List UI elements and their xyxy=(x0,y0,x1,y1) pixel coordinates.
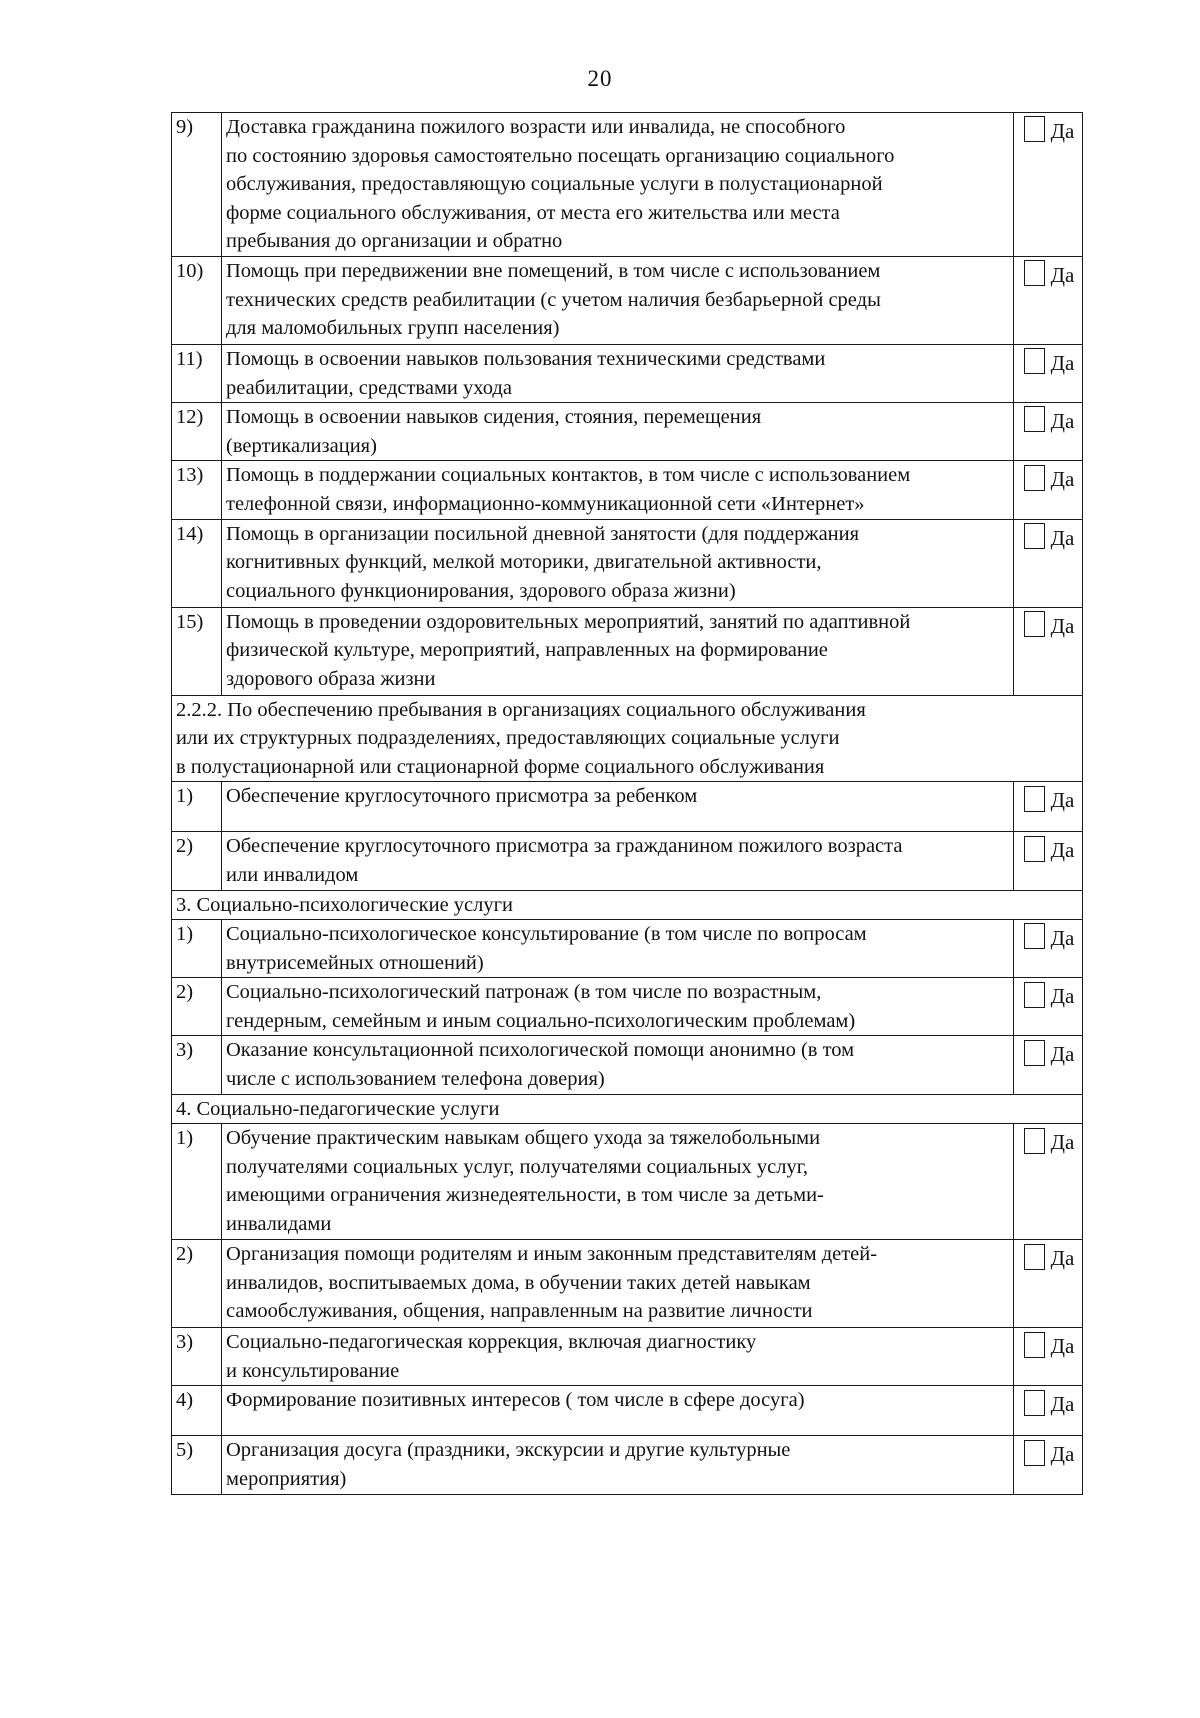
section-heading-line: 3. Социально-психологические услуги xyxy=(176,893,513,916)
service-description-line: Помощь в поддержании социальных контактов, в том числе с использованием xyxy=(226,464,911,487)
section-heading-line: 4. Социально-педагогические услуги xyxy=(176,1097,500,1120)
service-description xyxy=(222,1386,1014,1436)
service-number: 2) xyxy=(172,832,222,890)
yes-checkbox[interactable] xyxy=(1024,611,1045,637)
service-description-line: гендерным, семейным и иным социально-психологическим проблемам) xyxy=(226,1009,856,1032)
yes-checkbox-cell[interactable] xyxy=(1014,1036,1083,1094)
service-description-line: внутрисемейных отношений) xyxy=(226,951,484,974)
service-description-line: получателями социальных услуг, получателями социальных услуг, xyxy=(226,1155,808,1178)
service-row xyxy=(172,1124,1083,1240)
yes-checkbox-cell[interactable] xyxy=(1014,832,1083,890)
service-number: 1) xyxy=(172,782,222,832)
yes-checkbox[interactable] xyxy=(1024,982,1045,1008)
yes-checkbox-cell[interactable] xyxy=(1014,1436,1083,1494)
yes-checkbox-label: Да xyxy=(1050,119,1075,143)
service-description-line: телефонной связи, информационно-коммуникационной сети «Интернет» xyxy=(226,492,865,515)
services-table xyxy=(171,112,1083,1495)
service-row xyxy=(172,256,1083,344)
service-number: 14) xyxy=(172,519,222,607)
service-description xyxy=(222,519,1014,607)
yes-checkbox[interactable] xyxy=(1024,1440,1045,1466)
service-description-line: Формирование позитивных интересов ( том числе в сфере досуга) xyxy=(226,1389,805,1412)
section-heading-line: 2.2.2. По обеспечению пребывания в организациях социального обслуживания xyxy=(176,698,866,721)
service-description-line: инвалидов, воспитываемых дома, в обучении таких детей навыкам xyxy=(226,1271,811,1294)
yes-checkbox[interactable] xyxy=(1024,406,1045,432)
service-description xyxy=(222,403,1014,461)
service-description xyxy=(222,1240,1014,1328)
section-heading xyxy=(172,1094,1083,1124)
service-description-line: имеющими ограничения жизнедеятельности, в том числе за детьми- xyxy=(226,1184,824,1207)
service-description xyxy=(222,920,1014,978)
service-number: 10) xyxy=(172,256,222,344)
service-number: 3) xyxy=(172,1036,222,1094)
service-description-line: числе с использованием телефона доверия) xyxy=(226,1068,605,1091)
service-description-line: мероприятия) xyxy=(226,1468,347,1491)
yes-checkbox-cell[interactable] xyxy=(1014,978,1083,1036)
service-description xyxy=(222,256,1014,344)
service-description xyxy=(222,113,1014,257)
service-number: 2) xyxy=(172,978,222,1036)
section-heading xyxy=(172,695,1083,782)
yes-checkbox[interactable] xyxy=(1024,116,1045,142)
service-description-line: инвалидами xyxy=(226,1213,332,1236)
yes-checkbox-label: Да xyxy=(1050,1442,1075,1467)
service-row xyxy=(172,832,1083,890)
yes-checkbox[interactable] xyxy=(1024,1390,1045,1416)
service-description xyxy=(222,344,1014,402)
service-description-line: Социально-психологическое консультирование (в том числе по вопросам xyxy=(226,923,867,946)
service-description-line: для маломобильных групп населения) xyxy=(226,317,560,340)
yes-checkbox[interactable] xyxy=(1024,465,1045,491)
service-description-line: Организация досуга (праздники, экскурсии и другие культурные xyxy=(226,1439,791,1462)
service-description-line: Обучение практическим навыкам общего ухода за тяжелобольными xyxy=(226,1127,821,1150)
yes-checkbox[interactable] xyxy=(1024,923,1045,949)
service-number: 1) xyxy=(172,920,222,978)
service-description-line: социального функционирования, здорового образа жизни) xyxy=(226,579,736,602)
service-description-line: Помощь в проведении оздоровительных мероприятий, занятий по адаптивной xyxy=(226,610,911,633)
yes-checkbox-cell[interactable] xyxy=(1014,519,1083,607)
service-row xyxy=(172,1386,1083,1436)
service-description-line: физической культуре, мероприятий, направленных на формирование xyxy=(226,639,828,662)
service-description-line: реабилитации, средствами ухода xyxy=(226,376,512,399)
yes-checkbox-cell[interactable] xyxy=(1014,1124,1083,1240)
service-row xyxy=(172,1036,1083,1094)
section-heading-line: или их структурных подразделениях, предоставляющих социальные услуги xyxy=(176,727,840,750)
yes-checkbox[interactable] xyxy=(1024,523,1045,549)
yes-checkbox-label: Да xyxy=(1050,1042,1075,1067)
service-number: 4) xyxy=(172,1386,222,1436)
service-description-line: здорового образа жизни xyxy=(226,667,436,690)
yes-checkbox-label: Да xyxy=(1050,838,1075,863)
yes-checkbox-cell[interactable] xyxy=(1014,782,1083,832)
yes-checkbox[interactable] xyxy=(1024,348,1045,374)
yes-checkbox-cell[interactable] xyxy=(1014,607,1083,695)
service-description xyxy=(222,607,1014,695)
service-row xyxy=(172,113,1083,257)
yes-checkbox-cell[interactable] xyxy=(1014,461,1083,519)
yes-checkbox-label: Да xyxy=(1050,926,1075,951)
service-description-line: Помощь при передвижении вне помещений, в том числе с использованием xyxy=(226,259,881,282)
service-description xyxy=(222,978,1014,1036)
service-description-line: по состоянию здоровья самостоятельно посещать организацию социального xyxy=(226,144,895,167)
page-number: 20 xyxy=(587,66,613,91)
service-description-line: Обеспечение круглосуточного присмотра за гражданином пожилого возраста xyxy=(226,835,903,858)
yes-checkbox[interactable] xyxy=(1024,1128,1045,1154)
service-number: 3) xyxy=(172,1328,222,1386)
yes-checkbox-label: Да xyxy=(1050,984,1075,1009)
yes-checkbox-cell[interactable] xyxy=(1014,1386,1083,1436)
service-description-line: Помощь в освоении навыков сидения, стояния, перемещения xyxy=(226,406,762,429)
service-description xyxy=(222,461,1014,519)
service-description-line: и консультирование xyxy=(226,1359,400,1382)
section-row xyxy=(172,890,1083,920)
service-number: 9) xyxy=(172,113,222,257)
yes-checkbox-cell[interactable] xyxy=(1014,113,1083,257)
service-description-line: Помощь в освоении навыков пользования техническими средствами xyxy=(226,347,826,370)
service-row xyxy=(172,1328,1083,1386)
services-table-body xyxy=(172,113,1083,1495)
yes-checkbox-cell[interactable] xyxy=(1014,256,1083,344)
service-description-line: Помощь в организации посильной дневной занятости (для поддержания xyxy=(226,522,860,545)
service-row xyxy=(172,1240,1083,1328)
yes-checkbox-label: Да xyxy=(1050,1130,1075,1155)
service-description xyxy=(222,1436,1014,1494)
service-row xyxy=(172,1436,1083,1494)
section-row xyxy=(172,695,1083,782)
yes-checkbox-label: Да xyxy=(1050,262,1075,287)
service-number: 11) xyxy=(172,344,222,402)
service-number: 5) xyxy=(172,1436,222,1494)
yes-checkbox-label: Да xyxy=(1050,1392,1075,1417)
service-row xyxy=(172,519,1083,607)
service-description-line: Обеспечение круглосуточного присмотра за ребенком xyxy=(226,785,698,808)
section-heading-line: в полустационарной или стационарной форме социального обслуживания xyxy=(176,755,825,778)
yes-checkbox-label: Да xyxy=(1050,1334,1075,1359)
yes-checkbox-label: Да xyxy=(1050,1246,1075,1271)
yes-checkbox-label: Да xyxy=(1050,350,1075,375)
yes-checkbox-label: Да xyxy=(1050,525,1075,550)
yes-checkbox[interactable] xyxy=(1024,786,1045,812)
service-description-line: самообслуживания, общения, направленным на развитие личности xyxy=(226,1300,813,1323)
service-number: 1) xyxy=(172,1124,222,1240)
service-row xyxy=(172,461,1083,519)
section-heading xyxy=(172,890,1083,920)
service-row xyxy=(172,607,1083,695)
yes-checkbox-cell[interactable] xyxy=(1014,920,1083,978)
service-row xyxy=(172,782,1083,832)
yes-checkbox-cell[interactable] xyxy=(1014,1240,1083,1328)
yes-checkbox-label: Да xyxy=(1050,467,1075,492)
service-number: 13) xyxy=(172,461,222,519)
service-description xyxy=(222,1124,1014,1240)
service-description-line: обслуживания, предоставляющую социальные услуги в полустационарной xyxy=(226,173,883,196)
service-description-line: пребывания до организации и обратно xyxy=(226,230,563,253)
yes-checkbox-cell[interactable] xyxy=(1014,403,1083,461)
service-description-line: (вертикализация) xyxy=(226,434,377,457)
service-row xyxy=(172,403,1083,461)
yes-checkbox-cell[interactable] xyxy=(1014,1328,1083,1386)
service-description xyxy=(222,782,1014,832)
service-description-line: или инвалидом xyxy=(226,863,359,886)
service-description-line: технических средств реабилитации (с учетом наличия безбарьерной среды xyxy=(226,288,881,311)
service-number: 15) xyxy=(172,607,222,695)
yes-checkbox-label: Да xyxy=(1050,409,1075,434)
yes-checkbox-cell[interactable] xyxy=(1014,344,1083,402)
yes-checkbox-label: Да xyxy=(1050,613,1075,638)
service-number: 12) xyxy=(172,403,222,461)
yes-checkbox[interactable] xyxy=(1024,1244,1045,1270)
service-description-line: Доставка гражданина пожилого возрасти или инвалида, не способного xyxy=(226,116,846,138)
yes-checkbox[interactable] xyxy=(1024,836,1045,862)
service-description xyxy=(222,832,1014,890)
service-description-line: форме социального обслуживания, от места его жительства или места xyxy=(226,201,840,224)
service-description-line: когнитивных функций, мелкой моторики, двигательной активности, xyxy=(226,551,822,574)
yes-checkbox[interactable] xyxy=(1024,260,1045,286)
yes-checkbox[interactable] xyxy=(1024,1040,1045,1066)
yes-checkbox[interactable] xyxy=(1024,1332,1045,1358)
service-description-line: Социально-педагогическая коррекция, включая диагностику xyxy=(226,1331,757,1354)
service-row xyxy=(172,344,1083,402)
section-row xyxy=(172,1094,1083,1124)
service-description-line: Социально-психологический патронаж (в том числе по возрастным, xyxy=(226,981,822,1004)
service-description xyxy=(222,1328,1014,1386)
service-description xyxy=(222,1036,1014,1094)
yes-checkbox-label: Да xyxy=(1050,788,1075,813)
service-row xyxy=(172,920,1083,978)
service-description-line: Оказание консультационной психологической помощи анонимно (в том xyxy=(226,1039,855,1062)
service-description-line: Организация помощи родителям и иным законным представителям детей- xyxy=(226,1243,878,1266)
service-row xyxy=(172,978,1083,1036)
service-number: 2) xyxy=(172,1240,222,1328)
